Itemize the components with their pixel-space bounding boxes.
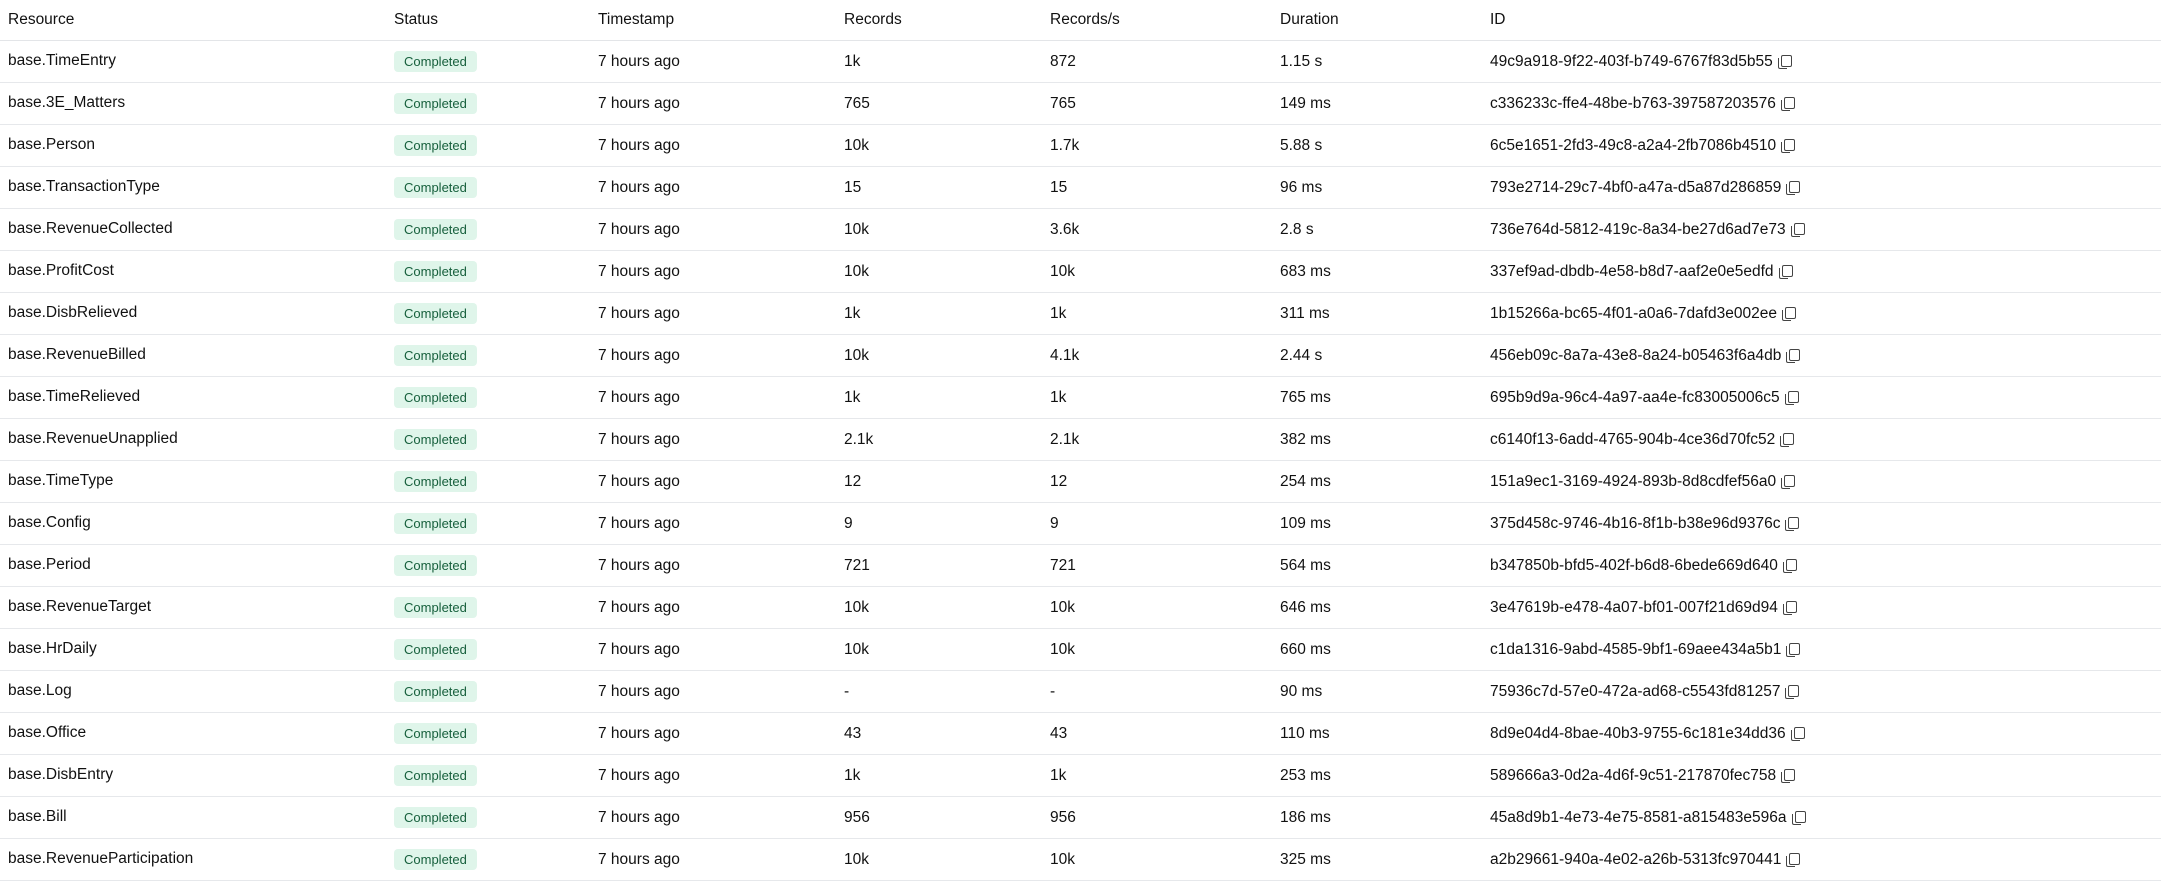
copy-icon[interactable]	[1788, 517, 1799, 529]
timestamp-cell: 7 hours ago	[590, 209, 836, 251]
status-badge: Completed	[394, 849, 477, 870]
id-cell	[1482, 461, 2161, 503]
records-per-second-cell: 765	[1042, 83, 1272, 125]
records-per-second-cell: 9	[1042, 503, 1272, 545]
status-badge: Completed	[394, 429, 477, 450]
id-cell	[1482, 419, 2161, 461]
records-per-second-cell: 872	[1042, 41, 1272, 83]
table-row[interactable]	[0, 671, 2161, 713]
copy-icon[interactable]	[1795, 811, 1806, 823]
status-badge: Completed	[394, 387, 477, 408]
records-cell: 956	[836, 797, 1042, 839]
resource-cell: base.TransactionType	[0, 167, 386, 209]
duration-cell: 564 ms	[1272, 545, 1482, 587]
id-cell	[1482, 545, 2161, 587]
id-cell	[1482, 503, 2161, 545]
records-cell: 15	[836, 167, 1042, 209]
timestamp-cell: 7 hours ago	[590, 839, 836, 881]
duration-cell: 96 ms	[1272, 167, 1482, 209]
records-cell: 10k	[836, 209, 1042, 251]
copy-icon[interactable]	[1789, 181, 1800, 193]
records-cell: 43	[836, 713, 1042, 755]
status-cell	[386, 377, 590, 419]
table-row[interactable]	[0, 503, 2161, 545]
records-per-second-cell: 1k	[1042, 755, 1272, 797]
id-text: a2b29661-940a-4e02-a26b-5313fc970441	[1490, 850, 1782, 868]
duration-cell: 325 ms	[1272, 839, 1482, 881]
duration-cell: 765 ms	[1272, 377, 1482, 419]
records-per-second-cell: 956	[1042, 797, 1272, 839]
copy-icon[interactable]	[1784, 475, 1795, 487]
status-cell	[386, 41, 590, 83]
duration-cell: 149 ms	[1272, 83, 1482, 125]
status-cell	[386, 83, 590, 125]
status-cell	[386, 167, 590, 209]
resource-cell: base.RevenueCollected	[0, 209, 386, 251]
status-badge: Completed	[394, 639, 477, 660]
timestamp-cell: 7 hours ago	[590, 461, 836, 503]
status-badge: Completed	[394, 93, 477, 114]
table-row[interactable]	[0, 587, 2161, 629]
resource-cell: base.DisbEntry	[0, 755, 386, 797]
resource-cell: base.Office	[0, 713, 386, 755]
status-badge: Completed	[394, 261, 477, 282]
id-text: c6140f13-6add-4765-904b-4ce36d70fc52	[1490, 430, 1776, 448]
id-text: b347850b-bfd5-402f-b6d8-6bede669d640	[1490, 556, 1778, 574]
records-per-second-cell: 1k	[1042, 293, 1272, 335]
resource-cell: base.Period	[0, 545, 386, 587]
status-cell	[386, 587, 590, 629]
timestamp-cell: 7 hours ago	[590, 167, 836, 209]
status-cell	[386, 461, 590, 503]
resource-cell: base.Log	[0, 671, 386, 713]
column-header-resource[interactable]: Resource	[0, 0, 386, 41]
timestamp-cell: 7 hours ago	[590, 293, 836, 335]
status-cell	[386, 335, 590, 377]
status-cell	[386, 209, 590, 251]
timestamp-cell: 7 hours ago	[590, 251, 836, 293]
resource-cell: base.DisbRelieved	[0, 293, 386, 335]
resource-cell: base.Bill	[0, 797, 386, 839]
records-cell: 10k	[836, 335, 1042, 377]
records-per-second-cell: 3.6k	[1042, 209, 1272, 251]
id-cell	[1482, 209, 2161, 251]
status-badge: Completed	[394, 513, 477, 534]
id-cell	[1482, 755, 2161, 797]
id-cell	[1482, 629, 2161, 671]
id-text: 45a8d9b1-4e73-4e75-8581-a815483e596a	[1490, 808, 1787, 826]
column-header-records[interactable]: Records	[836, 0, 1042, 41]
timestamp-cell: 7 hours ago	[590, 503, 836, 545]
id-cell	[1482, 83, 2161, 125]
status-badge: Completed	[394, 723, 477, 744]
table-row[interactable]	[0, 839, 2161, 881]
resource-cell: base.TimeRelieved	[0, 377, 386, 419]
copy-icon[interactable]	[1788, 685, 1799, 697]
timestamp-cell: 7 hours ago	[590, 545, 836, 587]
records-cell: 10k	[836, 125, 1042, 167]
records-cell: 12	[836, 461, 1042, 503]
duration-cell: 110 ms	[1272, 713, 1482, 755]
table-row[interactable]	[0, 41, 2161, 83]
timestamp-cell: 7 hours ago	[590, 377, 836, 419]
id-cell	[1482, 671, 2161, 713]
timestamp-cell: 7 hours ago	[590, 335, 836, 377]
copy-icon[interactable]	[1794, 223, 1805, 235]
copy-icon[interactable]	[1784, 769, 1795, 781]
status-badge: Completed	[394, 177, 477, 198]
copy-icon[interactable]	[1783, 433, 1794, 445]
id-cell	[1482, 293, 2161, 335]
table-row[interactable]	[0, 251, 2161, 293]
status-badge: Completed	[394, 555, 477, 576]
table-row[interactable]	[0, 629, 2161, 671]
status-cell	[386, 545, 590, 587]
duration-cell: 1.15 s	[1272, 41, 1482, 83]
id-text: 6c5e1651-2fd3-49c8-a2a4-2fb7086b4510	[1490, 136, 1777, 154]
duration-cell: 186 ms	[1272, 797, 1482, 839]
duration-cell: 5.88 s	[1272, 125, 1482, 167]
records-per-second-cell: 43	[1042, 713, 1272, 755]
table-row[interactable]	[0, 293, 2161, 335]
id-text: 375d458c-9746-4b16-8f1b-b38e96d9376c	[1490, 514, 1781, 532]
records-per-second-cell: 721	[1042, 545, 1272, 587]
copy-icon[interactable]	[1781, 55, 1792, 67]
id-cell	[1482, 587, 2161, 629]
resource-cell: base.RevenueParticipation	[0, 839, 386, 881]
status-cell	[386, 629, 590, 671]
table-row[interactable]	[0, 755, 2161, 797]
id-text: 793e2714-29c7-4bf0-a47a-d5a87d286859	[1490, 178, 1782, 196]
id-text: 49c9a918-9f22-403f-b749-6767f83d5b55	[1490, 52, 1773, 70]
status-badge: Completed	[394, 471, 477, 492]
duration-cell: 109 ms	[1272, 503, 1482, 545]
status-cell	[386, 755, 590, 797]
records-cell: 9	[836, 503, 1042, 545]
records-per-second-cell: 15	[1042, 167, 1272, 209]
id-cell	[1482, 377, 2161, 419]
table-row[interactable]	[0, 377, 2161, 419]
status-cell	[386, 839, 590, 881]
id-text: 1b15266a-bc65-4f01-a0a6-7dafd3e002ee	[1490, 304, 1777, 322]
copy-icon[interactable]	[1789, 643, 1800, 655]
table-row[interactable]	[0, 167, 2161, 209]
records-cell: 10k	[836, 251, 1042, 293]
duration-cell: 683 ms	[1272, 251, 1482, 293]
records-cell: 10k	[836, 629, 1042, 671]
status-cell	[386, 797, 590, 839]
timestamp-cell: 7 hours ago	[590, 125, 836, 167]
table-row[interactable]	[0, 545, 2161, 587]
id-text: 3e47619b-e478-4a07-bf01-007f21d69d94	[1490, 598, 1778, 616]
records-cell: 1k	[836, 41, 1042, 83]
copy-icon[interactable]	[1784, 97, 1795, 109]
table-row[interactable]	[0, 797, 2161, 839]
column-header-id[interactable]: ID	[1482, 0, 2161, 41]
records-cell: 10k	[836, 839, 1042, 881]
id-cell	[1482, 335, 2161, 377]
records-per-second-cell: 10k	[1042, 251, 1272, 293]
status-badge: Completed	[394, 765, 477, 786]
copy-icon[interactable]	[1789, 349, 1800, 361]
id-cell	[1482, 41, 2161, 83]
records-per-second-cell: 10k	[1042, 629, 1272, 671]
records-per-second-cell: 1k	[1042, 377, 1272, 419]
column-header-records-per-second[interactable]: Records/s	[1042, 0, 1272, 41]
records-per-second-cell: 10k	[1042, 839, 1272, 881]
table-row[interactable]	[0, 713, 2161, 755]
records-per-second-cell: 2.1k	[1042, 419, 1272, 461]
status-badge: Completed	[394, 303, 477, 324]
records-per-second-cell: -	[1042, 671, 1272, 713]
id-text: c1da1316-9abd-4585-9bf1-69aee434a5b1	[1490, 640, 1782, 658]
timestamp-cell: 7 hours ago	[590, 755, 836, 797]
column-header-timestamp[interactable]: Timestamp	[590, 0, 836, 41]
records-cell: 2.1k	[836, 419, 1042, 461]
id-text: 695b9d9a-96c4-4a97-aa4e-fc83005006c5	[1490, 388, 1780, 406]
duration-cell: 90 ms	[1272, 671, 1482, 713]
id-cell	[1482, 251, 2161, 293]
table-row[interactable]	[0, 335, 2161, 377]
id-text: 589666a3-0d2a-4d6f-9c51-217870fec758	[1490, 766, 1777, 784]
copy-icon[interactable]	[1789, 853, 1800, 865]
resource-cell: base.ProfitCost	[0, 251, 386, 293]
column-header-status[interactable]: Status	[386, 0, 590, 41]
resource-cell: base.Config	[0, 503, 386, 545]
status-cell	[386, 671, 590, 713]
copy-icon[interactable]	[1784, 139, 1795, 151]
records-per-second-cell: 12	[1042, 461, 1272, 503]
status-cell	[386, 713, 590, 755]
copy-icon[interactable]	[1786, 559, 1797, 571]
status-badge: Completed	[394, 345, 477, 366]
copy-icon[interactable]	[1785, 307, 1796, 319]
id-cell	[1482, 125, 2161, 167]
status-badge: Completed	[394, 807, 477, 828]
timestamp-cell: 7 hours ago	[590, 713, 836, 755]
id-text: 8d9e04d4-8bae-40b3-9755-6c181e34dd36	[1490, 724, 1786, 742]
timestamp-cell: 7 hours ago	[590, 629, 836, 671]
copy-icon[interactable]	[1788, 391, 1799, 403]
status-badge: Completed	[394, 597, 477, 618]
records-cell: 1k	[836, 293, 1042, 335]
table-row[interactable]	[0, 461, 2161, 503]
table-row[interactable]	[0, 125, 2161, 167]
resource-cell: base.RevenueBilled	[0, 335, 386, 377]
resource-cell: base.Person	[0, 125, 386, 167]
id-cell	[1482, 839, 2161, 881]
duration-cell: 382 ms	[1272, 419, 1482, 461]
status-badge: Completed	[394, 681, 477, 702]
records-cell: 765	[836, 83, 1042, 125]
records-cell: 721	[836, 545, 1042, 587]
id-cell	[1482, 713, 2161, 755]
records-cell: 1k	[836, 377, 1042, 419]
records-cell: 1k	[836, 755, 1042, 797]
timestamp-cell: 7 hours ago	[590, 671, 836, 713]
timestamp-cell: 7 hours ago	[590, 41, 836, 83]
timestamp-cell: 7 hours ago	[590, 419, 836, 461]
status-badge: Completed	[394, 51, 477, 72]
duration-cell: 2.44 s	[1272, 335, 1482, 377]
copy-icon[interactable]	[1786, 601, 1797, 613]
resource-cell: base.TimeEntry	[0, 41, 386, 83]
status-cell	[386, 251, 590, 293]
status-badge: Completed	[394, 219, 477, 240]
copy-icon[interactable]	[1782, 265, 1793, 277]
duration-cell: 254 ms	[1272, 461, 1482, 503]
id-text: c336233c-ffe4-48be-b763-397587203576	[1490, 94, 1776, 112]
status-cell	[386, 503, 590, 545]
table-row[interactable]	[0, 209, 2161, 251]
id-text: 75936c7d-57e0-472a-ad68-c5543fd81257	[1490, 682, 1781, 700]
id-text: 736e764d-5812-419c-8a34-be27d6ad7e73	[1490, 220, 1786, 238]
id-text: 337ef9ad-dbdb-4e58-b8d7-aaf2e0e5edfd	[1490, 262, 1774, 280]
table-header	[0, 0, 2161, 41]
column-header-duration[interactable]: Duration	[1272, 0, 1482, 41]
id-text: 151a9ec1-3169-4924-893b-8d8cdfef56a0	[1490, 472, 1777, 490]
status-cell	[386, 125, 590, 167]
status-cell	[386, 293, 590, 335]
resource-cell: base.RevenueUnapplied	[0, 419, 386, 461]
id-cell	[1482, 797, 2161, 839]
table-row[interactable]	[0, 83, 2161, 125]
copy-icon[interactable]	[1794, 727, 1805, 739]
records-per-second-cell: 1.7k	[1042, 125, 1272, 167]
status-badge: Completed	[394, 135, 477, 156]
resource-cell: base.RevenueTarget	[0, 587, 386, 629]
resource-cell: base.HrDaily	[0, 629, 386, 671]
id-text: 456eb09c-8a7a-43e8-8a24-b05463f6a4db	[1490, 346, 1782, 364]
records-per-second-cell: 10k	[1042, 587, 1272, 629]
records-per-second-cell: 4.1k	[1042, 335, 1272, 377]
id-cell	[1482, 167, 2161, 209]
resource-cell: base.3E_Matters	[0, 83, 386, 125]
table-row[interactable]	[0, 419, 2161, 461]
records-cell: -	[836, 671, 1042, 713]
duration-cell: 311 ms	[1272, 293, 1482, 335]
duration-cell: 660 ms	[1272, 629, 1482, 671]
status-cell	[386, 419, 590, 461]
duration-cell: 2.8 s	[1272, 209, 1482, 251]
records-cell: 10k	[836, 587, 1042, 629]
timestamp-cell: 7 hours ago	[590, 797, 836, 839]
timestamp-cell: 7 hours ago	[590, 83, 836, 125]
timestamp-cell: 7 hours ago	[590, 587, 836, 629]
duration-cell: 646 ms	[1272, 587, 1482, 629]
duration-cell: 253 ms	[1272, 755, 1482, 797]
resource-cell: base.TimeType	[0, 461, 386, 503]
